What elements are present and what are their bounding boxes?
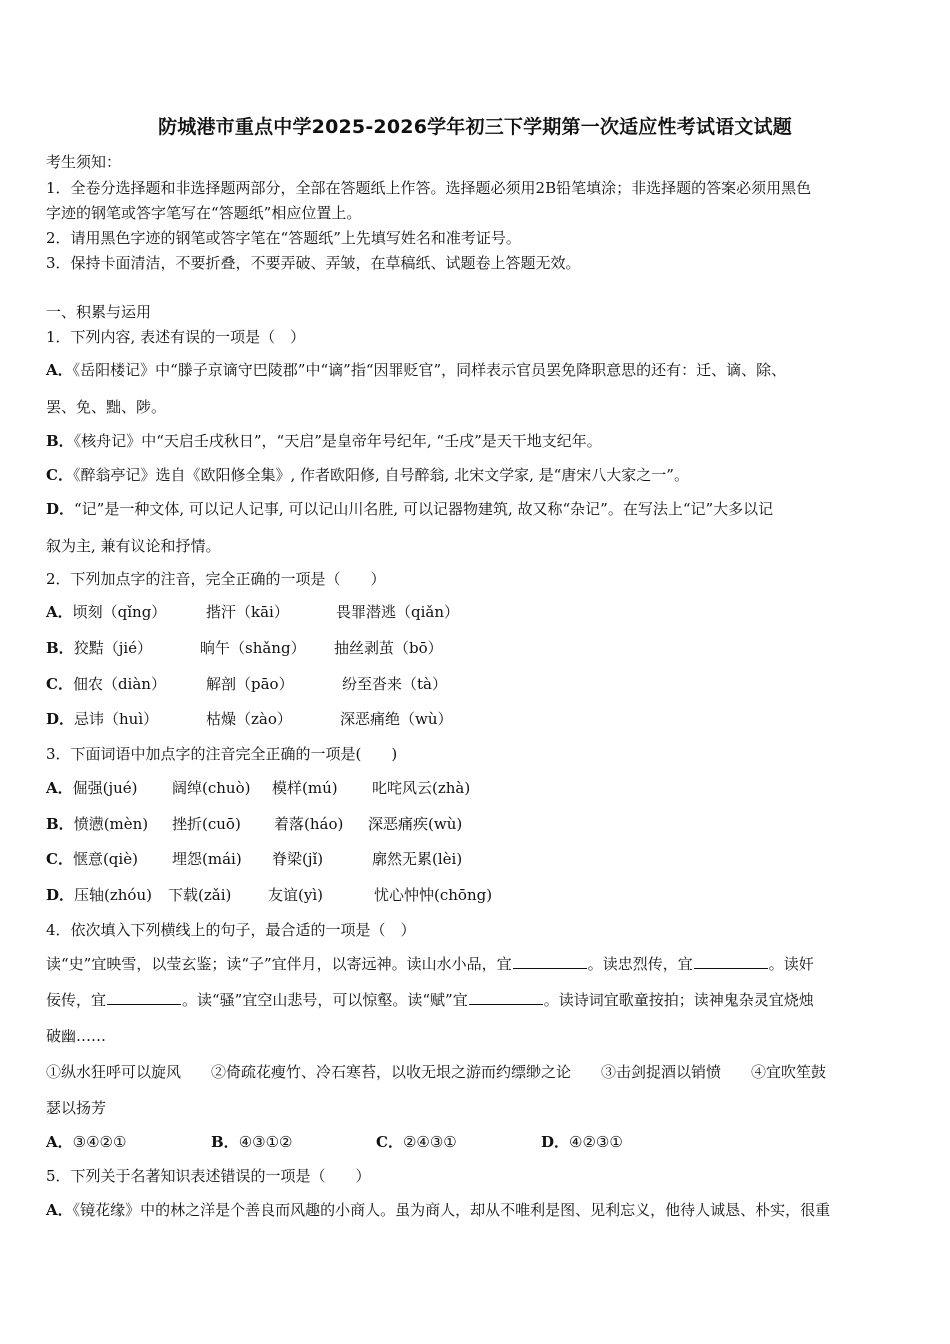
q3-d-word-1: D．压轴(zhóu) — [46, 886, 152, 904]
q2-c-word-3: 纷至沓来（tà） — [342, 675, 447, 693]
q4-blank-4[interactable] — [469, 992, 543, 1005]
q2-d-word-1: D．忌讳（huì） — [46, 710, 159, 728]
q3-d-word-2: 下载(zǎi) — [168, 886, 232, 904]
option-letter: C． — [46, 850, 73, 868]
q3-b-word-1: B．愤懑(mèn) — [46, 815, 149, 833]
q3-option-a — [46, 778, 470, 798]
q3-c-word-2: 埋怨(mái) — [172, 850, 242, 868]
q3-c-word-4: 廓然无累(lèi) — [372, 850, 463, 868]
option-letter: D． — [541, 1133, 570, 1151]
notice-item-3: 3．保持卡面清洁，不要折叠，不要弄破、弄皱，在草稿纸、试题卷上答题无效。 — [46, 254, 581, 272]
option-letter: B． — [46, 432, 74, 450]
q3-d-word-3: 友谊(yì) — [268, 886, 323, 904]
option-letter: A． — [46, 779, 73, 797]
q4-p1-c: 。读奸 — [768, 955, 814, 973]
option-letter: B． — [211, 1133, 239, 1151]
q2-stem: 2．下列加点字的注音，完全正确的一项是（ ） — [46, 570, 386, 588]
q4-passage-line-3: 破幽…… — [46, 1027, 107, 1045]
page-title: 防城港市重点中学2025-2026学年初三下学期第一次适应性考试语文试题 — [158, 116, 792, 138]
q2-a-word-2: 揩汗（kāi） — [206, 603, 289, 621]
q1-stem: 1．下列内容, 表述有误的一项是（ ） — [46, 328, 306, 346]
q4-choice-c: C．②④③① — [376, 1133, 457, 1151]
q1-option-d-cont: 叙为主, 兼有议论和抒情。 — [46, 537, 221, 555]
section-heading: 一、积累与运用 — [46, 303, 152, 321]
q3-option-c — [46, 849, 462, 869]
q2-d-word-3: 深恶痛绝（wù） — [340, 710, 453, 728]
q2-b-word-3: 抽丝剥茧（bō） — [334, 639, 443, 657]
q3-b-word-2: 挫折(cuō) — [172, 815, 241, 833]
q1-option-c: C．《醉翁亭记》选自《欧阳修全集》, 作者欧阳修, 自号醉翁, 北宋文学家, 是“唐宋八大家之一”。 — [46, 466, 689, 484]
q3-option-d — [46, 885, 492, 905]
option-letter: B． — [46, 639, 74, 657]
q2-option-d — [46, 709, 453, 729]
q5-option-a: A．《镜花缘》中的林之洋是个善良而风趣的小商人。虽为商人，却从不唯利是图、见利忘义，他待人诚恳、朴实，很重 — [46, 1201, 831, 1219]
option-letter: D． — [46, 710, 75, 728]
q3-a-word-1: A．倔强(jué) — [46, 779, 138, 797]
q1-option-b: B．《核舟记》中“天启壬戌秋日”，“天启”是皇帝年号纪年, “壬戌”是天干地支纪年。 — [46, 432, 602, 450]
q2-option-c — [46, 674, 447, 694]
q4-items: ①纵水狂呼可以旋风 ②倚疏花瘦竹、冷石寒苔，以收无垠之游而约缥缈之论 ③击剑捉酒以销愤 ④宜吹笙鼓 — [46, 1063, 827, 1081]
q4-p2-b: 。读“骚”宜空山悲号，可以惊壑。读“赋”宜 — [182, 991, 468, 1009]
q4-choice-b: B．④③①② — [211, 1133, 293, 1151]
q4-stem: 4．依次填入下列横线上的句子，最合适的一项是（ ） — [46, 921, 416, 939]
q1-option-a: A．《岳阳楼记》中“滕子京谪守巴陵郡”中“谪”指“因罪贬官”，同样表示官员罢免降职意思的还有：迁、谪、除、 — [46, 361, 787, 379]
q2-b-word-1: B．狡黠（jié） — [46, 639, 153, 657]
notice-heading: 考生须知： — [46, 153, 122, 171]
q2-b-word-2: 晌午（shǎng） — [200, 639, 306, 657]
option-letter: C． — [376, 1133, 403, 1151]
q3-option-b — [46, 814, 462, 834]
q1-option-a-cont: 罢、免、黜、陟。 — [46, 398, 167, 416]
q4-p2-c: 。读诗词宜歌童按拍；读神鬼杂灵宜烧烛 — [543, 991, 814, 1009]
q3-c-word-1: C．惬意(qiè) — [46, 850, 138, 868]
q2-a-word-1: A．顷刻（qǐng） — [46, 603, 167, 621]
q3-a-word-3: 模样(mú) — [272, 779, 338, 797]
option-letter: C． — [46, 466, 73, 484]
option-letter: D． — [46, 886, 75, 904]
option-letter: A． — [46, 361, 73, 379]
option-letter: B． — [46, 815, 74, 833]
q4-passage-line-1 — [46, 954, 814, 974]
q4-choice-a: A．③④②① — [46, 1133, 127, 1151]
q4-p1-b: 。读忠烈传，宜 — [587, 955, 693, 973]
q4-blank-1[interactable] — [513, 956, 587, 969]
q1-option-d: D．“记”是一种文体, 可以记人记事, 可以记山川名胜, 可以记器物建筑, 故又称“杂记”。在写法上“记”大多以记 — [46, 500, 774, 518]
q3-a-word-2: 阔绰(chuò) — [172, 779, 251, 797]
option-letter: A． — [46, 1133, 73, 1151]
option-letter: D． — [46, 500, 75, 518]
q4-p2-a: 佞传，宜 — [46, 991, 107, 1009]
option-letter: A． — [46, 1201, 73, 1219]
q3-stem: 3．下面词语中加点字的注音完全正确的一项是( ) — [46, 745, 398, 763]
option-letter: C． — [46, 675, 73, 693]
q2-option-b — [46, 638, 443, 658]
notice-item-1: 1．全卷分选择题和非选择题两部分，全部在答题纸上作答。选择题必须用2B铅笔填涂；非选择题的答案必须用黑色 — [46, 179, 812, 197]
q4-p1-a: 读“史”宜映雪，以莹玄鉴；读“子”宜伴月，以寄远神。读山水小品，宜 — [46, 955, 512, 973]
q2-c-word-2: 解剖（pāo） — [206, 675, 294, 693]
q3-b-word-3: 着落(háo) — [274, 815, 344, 833]
q4-choices — [46, 1132, 623, 1152]
q3-b-word-4: 深恶痛疾(wù) — [368, 815, 463, 833]
notice-item-1-cont: 字迹的钢笔或答字笔写在“答题纸”相应位置上。 — [46, 204, 362, 222]
q3-a-word-4: 叱咤风云(zhà) — [372, 779, 471, 797]
q2-option-a — [46, 602, 459, 622]
q4-passage-line-2 — [46, 990, 814, 1010]
q4-blank-2[interactable] — [694, 956, 768, 969]
q2-c-word-1: C．佃农（diàn） — [46, 675, 166, 693]
q4-choice-d: D．④②③① — [541, 1133, 623, 1151]
q2-d-word-2: 枯燥（zào） — [206, 710, 292, 728]
q4-blank-3[interactable] — [107, 992, 181, 1005]
option-letter: A． — [46, 603, 73, 621]
q3-d-word-4: 忧心忡忡(chōng) — [374, 886, 493, 904]
q3-c-word-3: 脊梁(jǐ) — [272, 850, 324, 868]
notice-item-2: 2．请用黑色字迹的钢笔或答字笔在“答题纸”上先填写姓名和准考证号。 — [46, 229, 521, 247]
q5-stem: 5．下列关于名著知识表述错误的一项是（ ） — [46, 1167, 371, 1185]
q2-a-word-3: 畏罪潜逃（qiǎn） — [336, 603, 460, 621]
q4-items-cont: 瑟以扬芳 — [46, 1099, 107, 1117]
